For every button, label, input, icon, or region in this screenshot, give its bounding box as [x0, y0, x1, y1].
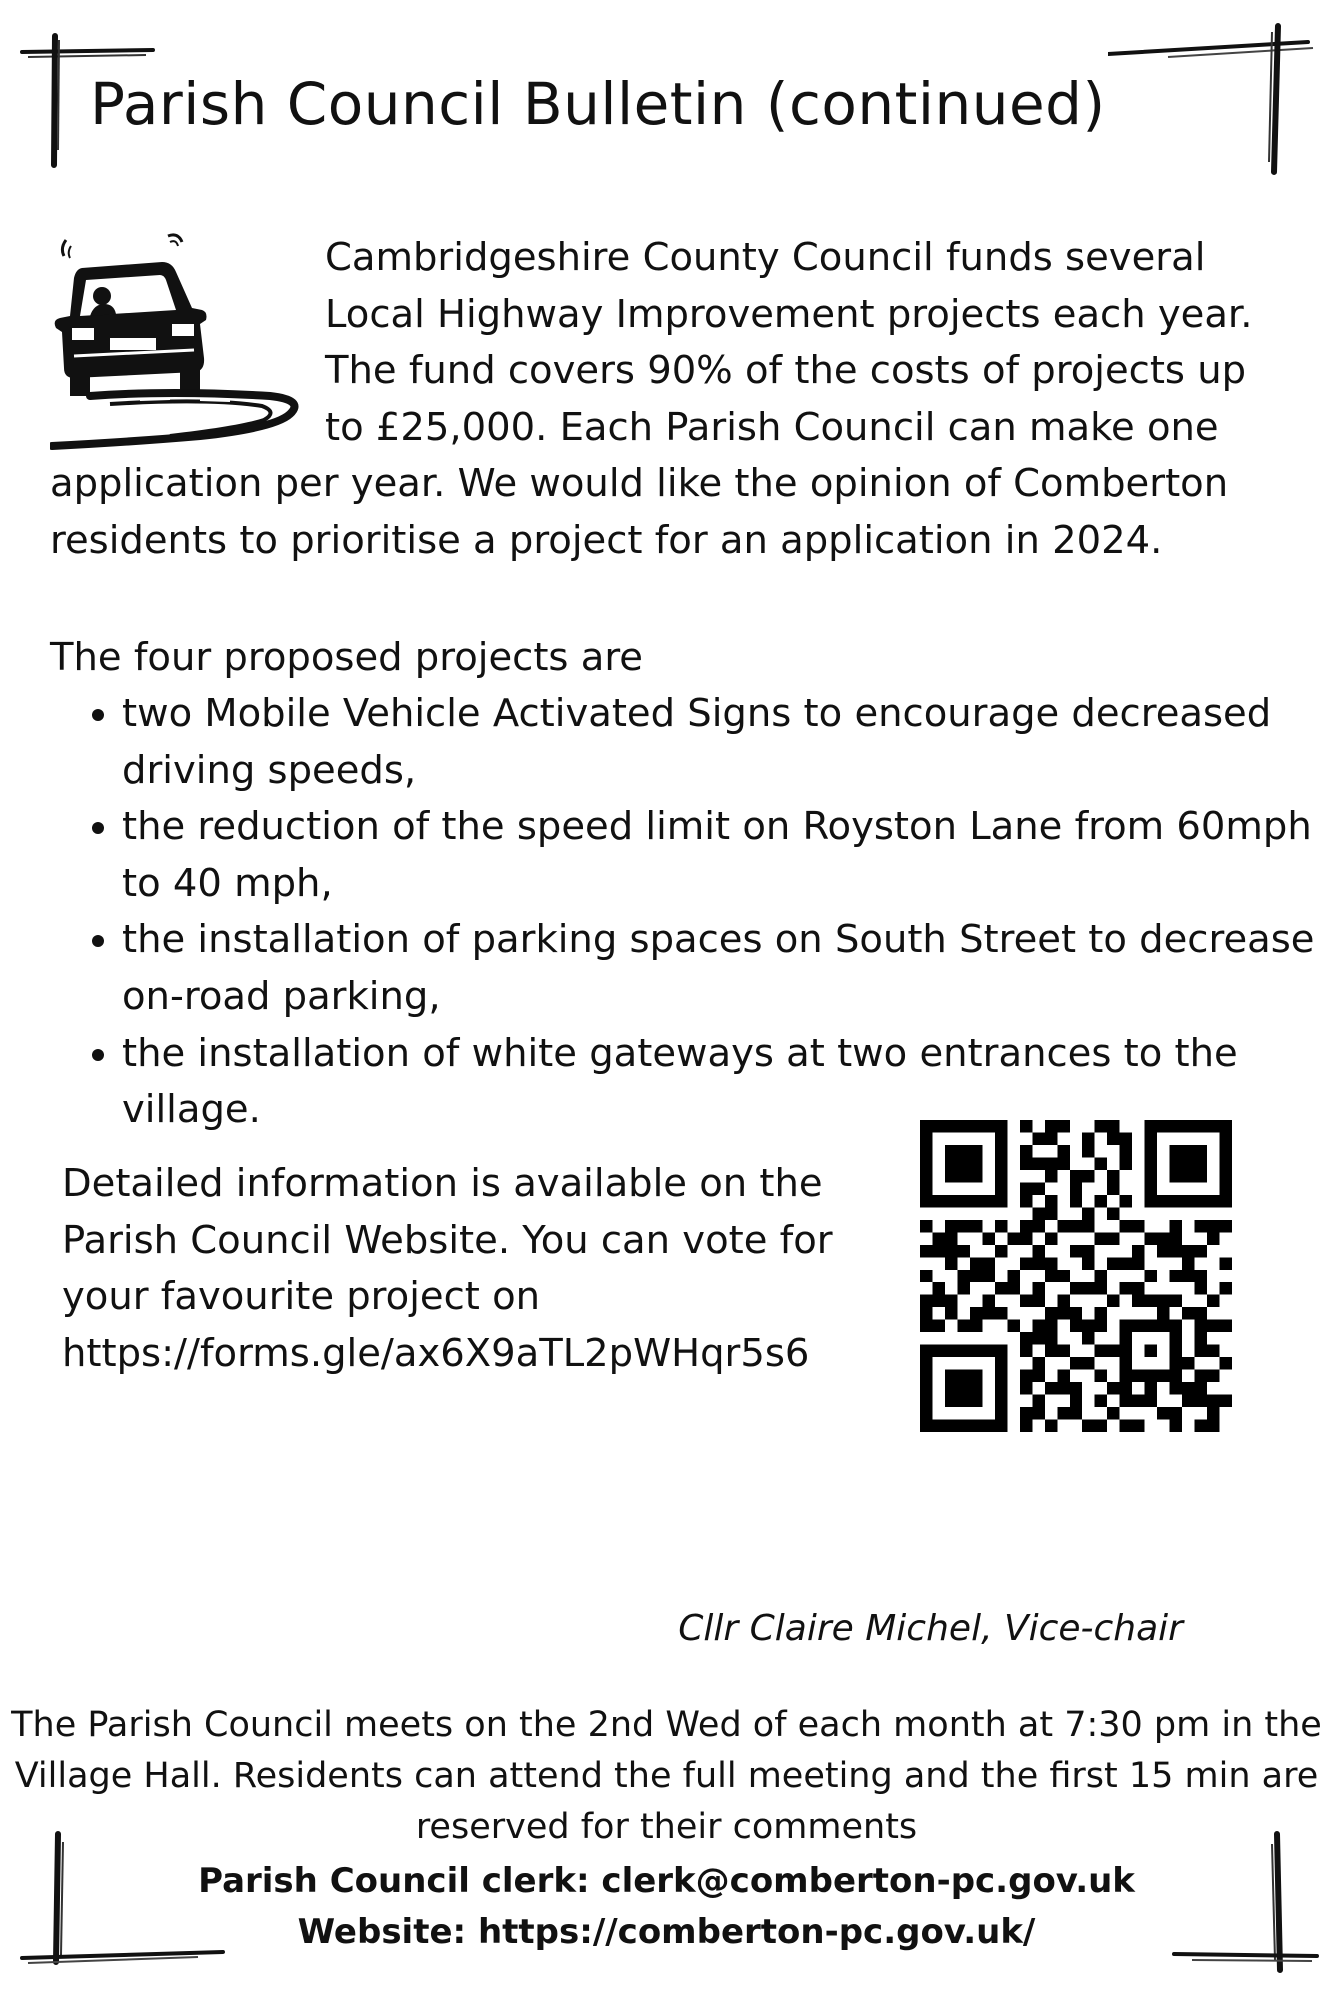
- list-item: • the reduction of the speed limit on Royston Lane from 60mph to 40 mph,: [122, 799, 1322, 912]
- qr-code-icon[interactable]: [920, 1120, 1232, 1432]
- meeting-info: The Parish Council meets on the 2nd Wed of each month at 7:30 pm in the Village Hall. Residents can attend the full meeting and the first 15 min are reserved for their comments: [11, 1705, 1322, 1847]
- projects-intro: The four proposed projects are: [50, 635, 643, 680]
- detail-text: Detailed information is available on the Parish Council Website. You can vote for your favourite project on https://forms.gle/ax6X9aTL2pWHqr5s6: [62, 1161, 833, 1376]
- list-item: • the installation of parking spaces on South Street to decrease on-road parking,: [122, 912, 1322, 1025]
- clerk-line: Parish Council clerk: clerk@comberton-pc.gov.uk: [198, 1861, 1135, 1901]
- list-item: • the installation of white gateways at two entrances to the village.: [122, 1026, 1322, 1139]
- page-title: Parish Council Bulletin (continued): [90, 70, 1106, 138]
- intro-paragraph: [50, 230, 1290, 570]
- list-item: • two Mobile Vehicle Activated Signs to encourage decreased driving speeds,: [122, 686, 1322, 799]
- website-line: Website: https://comberton-pc.gov.uk/: [297, 1912, 1036, 1952]
- signature: Cllr Claire Michel, Vice-chair: [678, 1608, 1183, 1649]
- intro-text: Cambridgeshire County Council funds several Local Highway Improvement projects each year. The fund covers 90% of the costs of projects up to £25,000. Each Parish Council can make one application per year. We would like the opinion of Comberton residents to prioritise a project for an application in 2024.: [50, 235, 1253, 563]
- sketch-corner-icon: [1108, 22, 1318, 182]
- projects-list: [70, 686, 1322, 1139]
- image-spacer: [50, 230, 325, 452]
- contact-block: [0, 1856, 1333, 1958]
